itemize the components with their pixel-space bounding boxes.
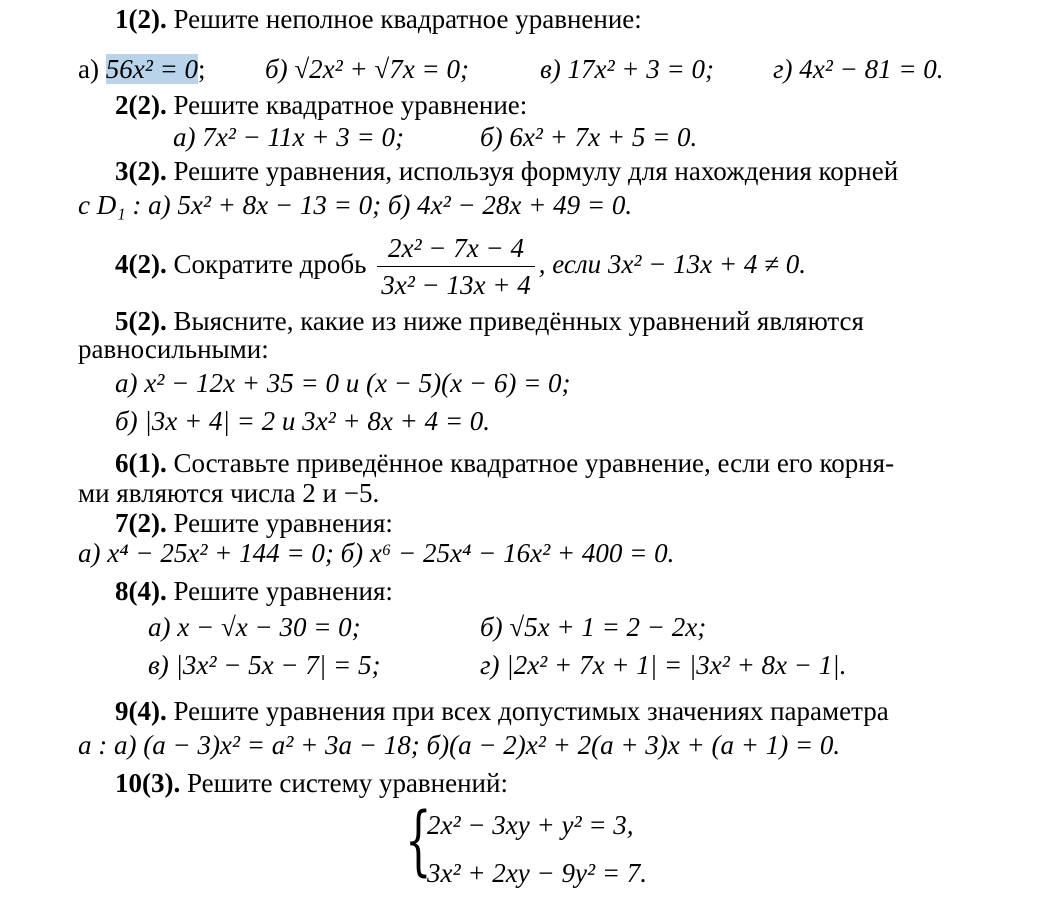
p1-a-semicolon: ; xyxy=(198,54,206,84)
p8-b-equation: б) √5x + 1 = 2 − 2x; xyxy=(480,612,707,642)
problem-8-number: 8(4). xyxy=(115,576,167,606)
problem-3-text: Решите уравнения, используя формулу для нахождения корней xyxy=(173,156,899,186)
p9-equations: a : а) (a − 3)x² = a² + 3a − 18; б)(a − 2)x² + 2(a + 3)x + (a + 1) = 0. xyxy=(78,730,841,760)
p4-fraction xyxy=(377,235,535,299)
problem-5-text: Выясните, какие из ниже приведённых уравнений являются xyxy=(173,306,864,336)
problem-1-heading xyxy=(115,6,642,33)
p1-a-label: а) xyxy=(78,54,106,84)
problem-8-heading xyxy=(115,578,393,605)
problem-7-text: Решите уравнения: xyxy=(173,508,393,538)
p4-condition: , если 3x² − 13x + 4 ≠ 0. xyxy=(538,249,806,280)
problem-7-number: 7(2). xyxy=(115,508,167,538)
p1-a-equation-highlighted[interactable]: 56x² = 0 xyxy=(105,54,199,84)
problem-10-number: 10(3). xyxy=(115,768,181,798)
problem-6-number: 6(1). xyxy=(115,448,167,478)
p2-a-equation: а) 7x² − 11x + 3 = 0; xyxy=(173,122,404,152)
p3-equations: с D₁ : а) 5x² + 8x − 13 = 0; б) 4x² − 28x + 49 = 0. xyxy=(78,190,633,220)
problem-2-text: Решите квадратное уравнение: xyxy=(173,90,528,120)
problem-9-number: 9(4). xyxy=(115,696,167,726)
problem-1-items xyxy=(78,56,206,83)
problem-8-text: Решите уравнения: xyxy=(173,576,393,606)
p6-line2: ми являются числа 2 и −5. xyxy=(78,478,380,508)
problem-9-text: Решите уравнения при всех допустимых значениях параметра xyxy=(173,696,889,726)
problem-4-number: 4(2). xyxy=(115,249,167,280)
problem-4-text: Сократите дробь xyxy=(173,249,367,280)
problem-10-text: Решите систему уравнений: xyxy=(186,768,508,798)
problem-3-number: 3(2). xyxy=(115,156,167,186)
problem-2-heading xyxy=(115,92,527,119)
p8-d-equation: г) |2x² + 7x + 1| = |3x² + 8x − 1|. xyxy=(480,650,847,680)
problem-9-heading xyxy=(115,698,889,725)
problem-2-number: 2(2). xyxy=(115,90,167,120)
p1-d-equation: г) 4x² − 81 = 0. xyxy=(773,54,944,84)
p10-equation-2: 3x² + 2xy − 9y² = 7. xyxy=(427,858,648,888)
problem-5-heading xyxy=(115,308,864,335)
p2-b-equation: б) 6x² + 7x + 5 = 0. xyxy=(480,122,698,152)
problem-1-number: 1(2). xyxy=(115,4,167,34)
p5-b-equations: б) |3x + 4| = 2 и 3x² + 8x + 4 = 0. xyxy=(115,406,491,436)
problem-6-heading xyxy=(115,450,894,477)
problem-5-number: 5(2). xyxy=(115,306,167,336)
problem-7-heading xyxy=(115,510,393,537)
p8-a-equation: а) x − √x − 30 = 0; xyxy=(148,612,361,642)
problem-6-text: Составьте приведённое квадратное уравнение, если его корня- xyxy=(173,448,895,478)
problem-4-line xyxy=(115,235,806,299)
problem-1-text: Решите неполное квадратное уравнение: xyxy=(173,4,642,34)
p1-c-equation: в) 17x² + 3 = 0; xyxy=(540,54,714,84)
p5-a-equations: а) x² − 12x + 35 = 0 и (x − 5)(x − 6) = 0; xyxy=(115,368,571,398)
p8-c-equation: в) |3x² − 5x − 7| = 5; xyxy=(148,650,381,680)
p7-equations: а) x⁴ − 25x² + 144 = 0; б) x⁶ − 25x⁴ − 16x² + 400 = 0. xyxy=(78,538,675,568)
system-brace-icon: { xyxy=(405,795,432,884)
p4-numerator: 2x² − 7x − 4 xyxy=(377,235,535,267)
problem-10-heading xyxy=(115,770,508,797)
p10-equation-1: 2x² − 3xy + y² = 3, xyxy=(427,810,634,840)
p4-denominator: 3x² − 13x + 4 xyxy=(381,270,531,300)
problem-3-heading xyxy=(115,158,898,185)
p5-line2: равносильными: xyxy=(78,334,269,364)
p1-b-equation: б) √2x² + √7x = 0; xyxy=(265,54,469,84)
